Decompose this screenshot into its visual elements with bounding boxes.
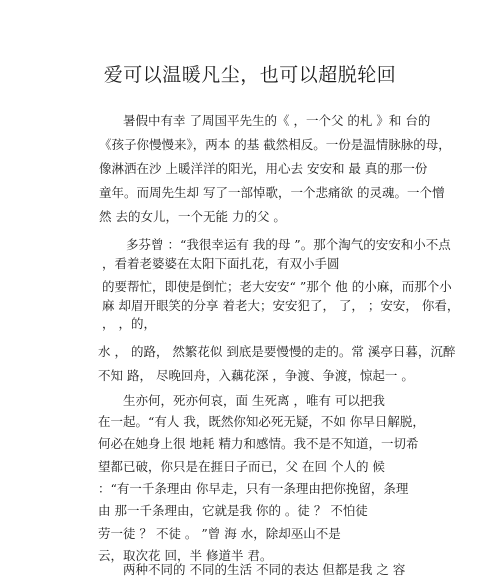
article-title: 爱可以温暖凡尘，也可以超脱轮回 — [103, 64, 397, 86]
text-line: 不知 路， 尽晚回舟，入藕花深 ，争渡、争渡，惊起一 。 — [98, 368, 414, 383]
text-line: 《孩子你慢慢来》，两本 的基 截然相反。一份是温情脉脉的母， — [99, 137, 451, 152]
text-line: 暑假中有幸 了周国平先生的《 ，一个父 的札 》和 台的 — [123, 113, 431, 128]
text-line: ， ，的， — [102, 316, 156, 331]
text-line: ：“有一千条理由 你早走，只有一条理由把你挽留，条理 — [98, 481, 409, 496]
text-line: 像淋洒在沙 上暖洋洋的阳光，用心去 安安和 最 真的那一份 — [99, 161, 428, 176]
text-line: 的要帮忙，即使是倒忙；老大安安“ ”那个 他 的小麻，而那个小 — [102, 279, 452, 294]
text-line: 童年。而周先生却 写了一部悼歌，一个悲痛欲 的灵魂。一个憎 — [99, 185, 445, 200]
text-line: 麻 却眉开眼笑的分享 着老大；安安犯了， 了， ；安安， 你看， — [102, 298, 460, 313]
text-line: 两种不同的 不同的生活 不同的表达 但都是我 之 容 — [123, 562, 406, 577]
text-line: 在一起。“有人 我，既然你知必死无疑，不如 你早日解脱， — [98, 414, 425, 429]
text-line: ，看着老婆婆在太阳下面扎花，有双小手圆 — [102, 256, 340, 271]
text-line: 劳一徒 ？ 不徒 。 ”曾 海 水，除却巫山不是 — [98, 526, 341, 541]
text-line: 生亦何，死亦何哀，面 生死离 ，唯有 可以把我 — [123, 393, 385, 408]
text-line: 由 那一千条理由，它就是我 你的 。徒 ？ 不怕徒 — [98, 503, 368, 518]
text-line: 多芬曾 ：“我很幸运有 我的母 ”。那个淘气的安安和小不点 — [126, 237, 451, 252]
text-line: 何必在她身上很 地耗 精力和感情。我不是不知道，一切希 — [98, 436, 419, 451]
text-line: 望都已破，你只是在捱日子而已，父 在回 个人的 候 — [98, 459, 385, 474]
text-line: 水 ， 的路， 然繁花似 到底是要慢慢的走的。常 溪亭日暮，沉醉 — [98, 344, 456, 359]
text-line: 然 去的女儿，一个无能 力的父 。 — [99, 209, 286, 224]
text-line: 云，取次花 回，半 修道半 君。 — [98, 548, 273, 563]
